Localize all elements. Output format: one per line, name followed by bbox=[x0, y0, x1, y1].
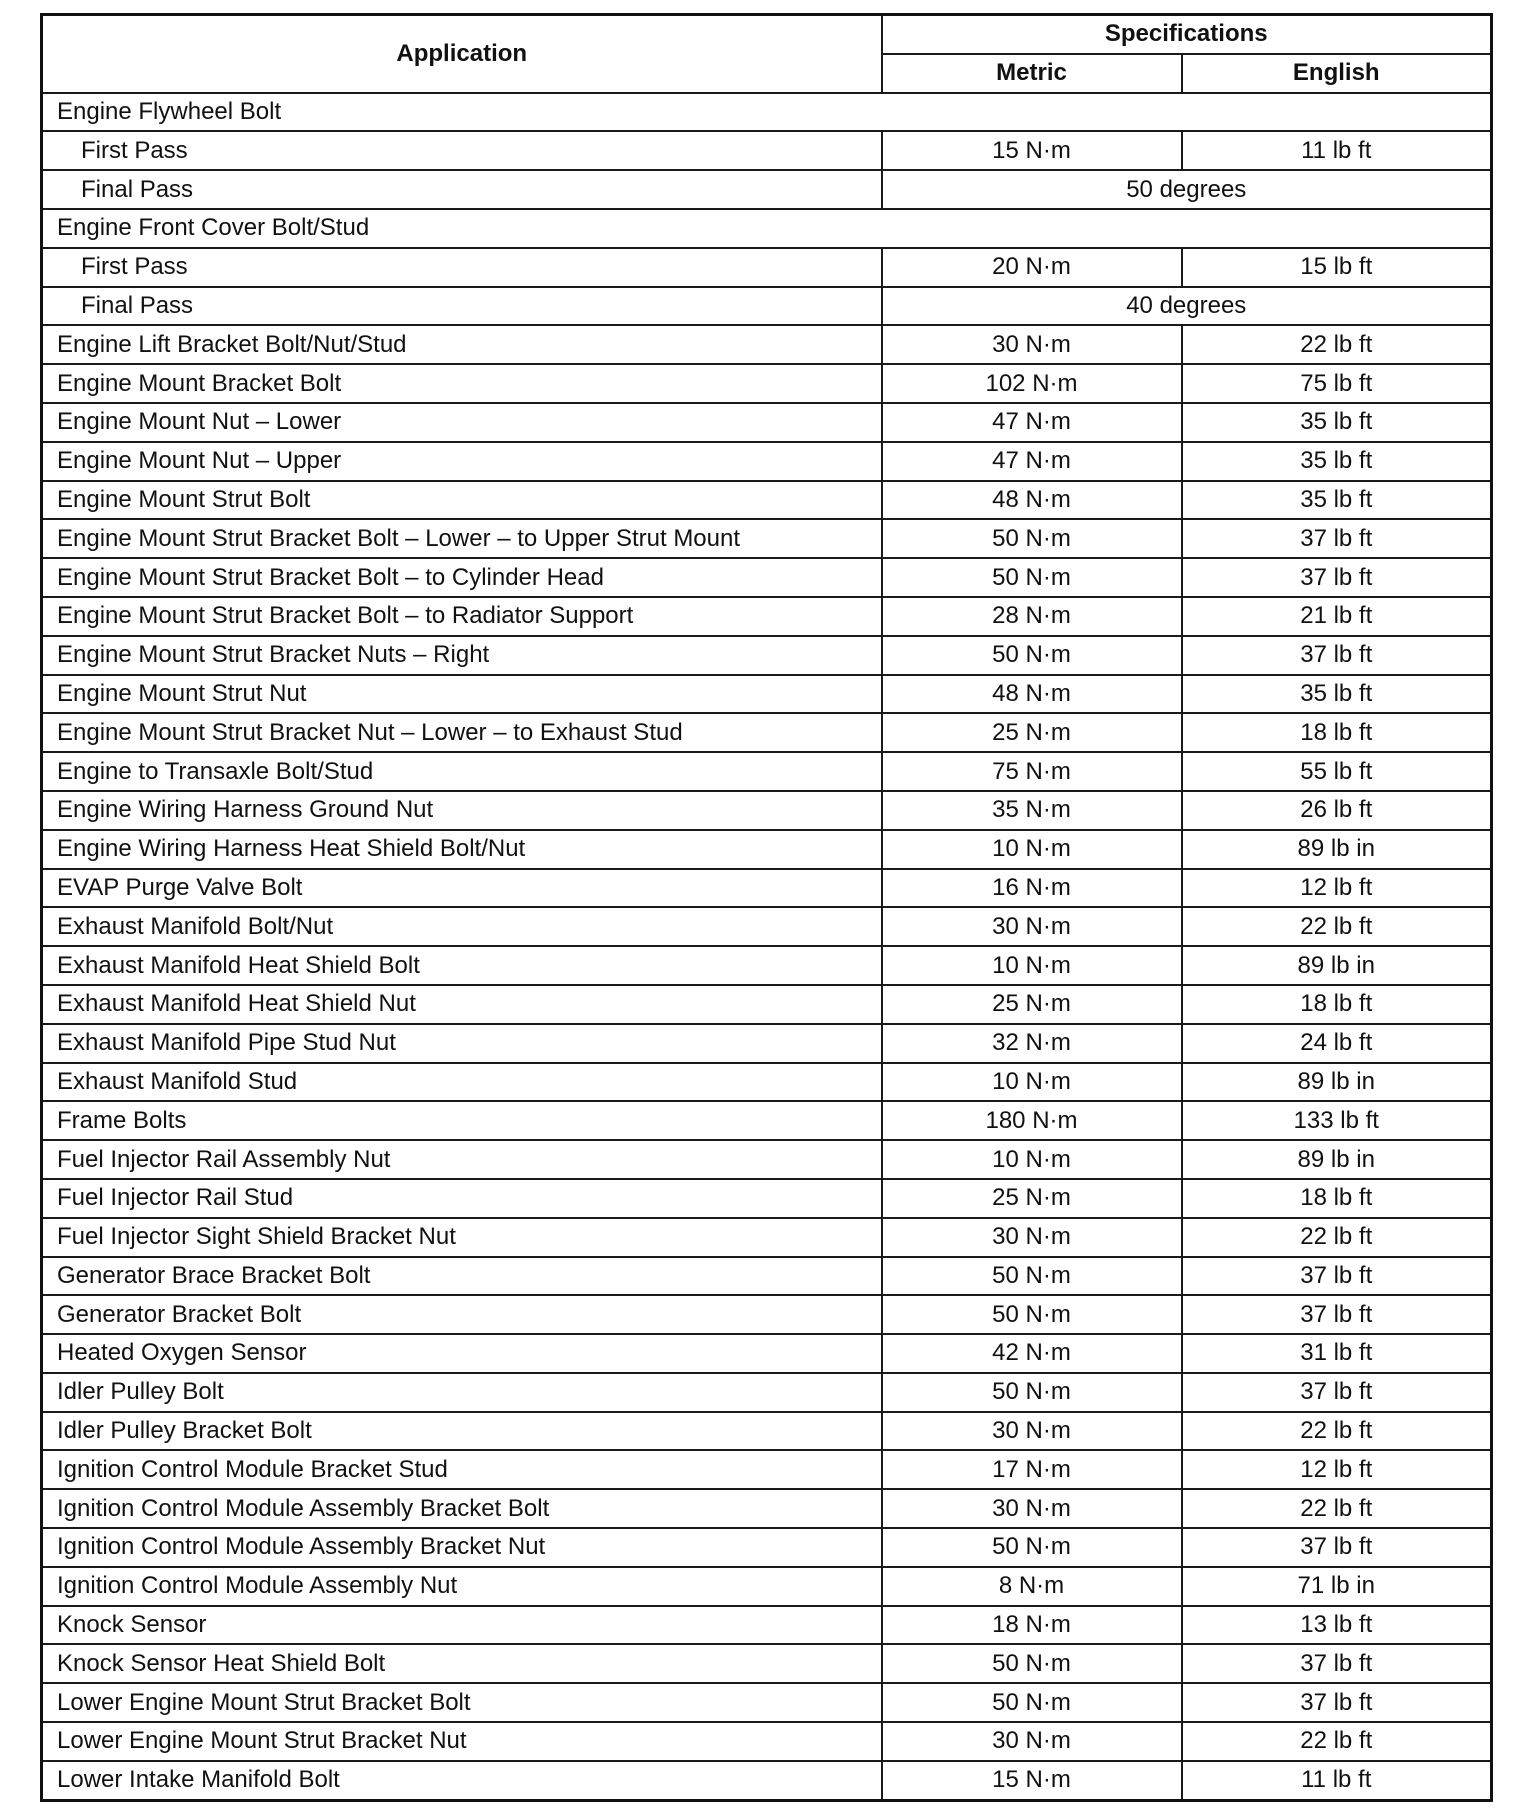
table-row bbox=[42, 597, 1492, 636]
table-row bbox=[42, 1683, 1492, 1722]
torque-spec-table bbox=[40, 13, 1493, 1802]
application-cell: Engine Mount Strut Bracket Nuts – Right bbox=[42, 636, 882, 675]
english-cell: 26 lb ft bbox=[1182, 791, 1492, 830]
application-cell: Idler Pulley Bracket Bolt bbox=[42, 1412, 882, 1451]
application-cell: Engine Mount Strut Bracket Bolt – to Cylinder Head bbox=[42, 558, 882, 597]
english-cell: 37 lb ft bbox=[1182, 558, 1492, 597]
metric-cell: 25 N·m bbox=[882, 1179, 1182, 1218]
english-cell: 18 lb ft bbox=[1182, 985, 1492, 1024]
metric-cell: 48 N·m bbox=[882, 481, 1182, 520]
table-row bbox=[42, 558, 1492, 597]
metric-cell: 50 N·m bbox=[882, 558, 1182, 597]
application-cell: Knock Sensor bbox=[42, 1606, 882, 1645]
table-row bbox=[42, 1761, 1492, 1800]
table-row bbox=[42, 209, 1492, 248]
metric-cell: 50 N·m bbox=[882, 1373, 1182, 1412]
application-cell: Exhaust Manifold Pipe Stud Nut bbox=[42, 1024, 882, 1063]
table-row bbox=[42, 519, 1492, 558]
application-cell: Ignition Control Module Assembly Nut bbox=[42, 1567, 882, 1606]
application-cell: Final Pass bbox=[42, 287, 882, 326]
table-row bbox=[42, 1334, 1492, 1373]
english-cell: 35 lb ft bbox=[1182, 481, 1492, 520]
table-row bbox=[42, 907, 1492, 946]
table-row bbox=[42, 1295, 1492, 1334]
table-body bbox=[42, 93, 1492, 1801]
table-row bbox=[42, 325, 1492, 364]
table-row bbox=[42, 946, 1492, 985]
metric-cell: 30 N·m bbox=[882, 907, 1182, 946]
application-cell: Engine Lift Bracket Bolt/Nut/Stud bbox=[42, 325, 882, 364]
english-cell: 37 lb ft bbox=[1182, 1257, 1492, 1296]
english-cell: 35 lb ft bbox=[1182, 442, 1492, 481]
english-cell: 89 lb in bbox=[1182, 830, 1492, 869]
metric-cell: 75 N·m bbox=[882, 752, 1182, 791]
table-row bbox=[42, 287, 1492, 326]
degrees-cell: 40 degrees bbox=[882, 287, 1492, 326]
application-cell: Ignition Control Module Assembly Bracket Nut bbox=[42, 1528, 882, 1567]
application-cell: Engine Wiring Harness Ground Nut bbox=[42, 791, 882, 830]
application-cell: Lower Engine Mount Strut Bracket Nut bbox=[42, 1722, 882, 1761]
table-header bbox=[42, 15, 1492, 93]
metric-cell: 50 N·m bbox=[882, 1683, 1182, 1722]
degrees-cell: 50 degrees bbox=[882, 170, 1492, 209]
application-cell: Final Pass bbox=[42, 170, 882, 209]
application-header: Application bbox=[42, 15, 882, 93]
specifications-header: Specifications bbox=[882, 15, 1492, 54]
application-cell: Ignition Control Module Assembly Bracket Bolt bbox=[42, 1489, 882, 1528]
table-row bbox=[42, 752, 1492, 791]
table-row bbox=[42, 1101, 1492, 1140]
english-cell: 89 lb in bbox=[1182, 1063, 1492, 1102]
metric-cell: 10 N·m bbox=[882, 830, 1182, 869]
metric-cell: 50 N·m bbox=[882, 1257, 1182, 1296]
metric-cell: 30 N·m bbox=[882, 1722, 1182, 1761]
english-cell: 13 lb ft bbox=[1182, 1606, 1492, 1645]
metric-cell: 50 N·m bbox=[882, 636, 1182, 675]
english-cell: 18 lb ft bbox=[1182, 713, 1492, 752]
metric-cell: 16 N·m bbox=[882, 869, 1182, 908]
application-cell: First Pass bbox=[42, 131, 882, 170]
metric-cell: 28 N·m bbox=[882, 597, 1182, 636]
table-row bbox=[42, 1218, 1492, 1257]
metric-cell: 30 N·m bbox=[882, 325, 1182, 364]
application-cell: Heated Oxygen Sensor bbox=[42, 1334, 882, 1373]
application-cell: Idler Pulley Bolt bbox=[42, 1373, 882, 1412]
table-row bbox=[42, 481, 1492, 520]
table-row bbox=[42, 248, 1492, 287]
metric-cell: 15 N·m bbox=[882, 1761, 1182, 1800]
application-cell: Engine Mount Strut Bracket Nut – Lower – to Exhaust Stud bbox=[42, 713, 882, 752]
metric-cell: 32 N·m bbox=[882, 1024, 1182, 1063]
metric-cell: 30 N·m bbox=[882, 1412, 1182, 1451]
english-cell: 18 lb ft bbox=[1182, 1179, 1492, 1218]
metric-cell: 50 N·m bbox=[882, 1644, 1182, 1683]
table-row bbox=[42, 1450, 1492, 1489]
english-cell: 133 lb ft bbox=[1182, 1101, 1492, 1140]
metric-cell: 30 N·m bbox=[882, 1489, 1182, 1528]
english-cell: 71 lb in bbox=[1182, 1567, 1492, 1606]
metric-cell: 47 N·m bbox=[882, 442, 1182, 481]
application-cell: Engine Mount Strut Bolt bbox=[42, 481, 882, 520]
table-row bbox=[42, 1722, 1492, 1761]
table-row bbox=[42, 636, 1492, 675]
table-row bbox=[42, 170, 1492, 209]
header-row-top bbox=[42, 15, 1492, 54]
application-cell: Fuel Injector Rail Assembly Nut bbox=[42, 1140, 882, 1179]
application-cell: Lower Intake Manifold Bolt bbox=[42, 1761, 882, 1800]
metric-cell: 18 N·m bbox=[882, 1606, 1182, 1645]
english-cell: 37 lb ft bbox=[1182, 1373, 1492, 1412]
english-cell: 55 lb ft bbox=[1182, 752, 1492, 791]
english-cell: 37 lb ft bbox=[1182, 1644, 1492, 1683]
english-cell: 22 lb ft bbox=[1182, 1489, 1492, 1528]
metric-cell: 50 N·m bbox=[882, 519, 1182, 558]
application-cell: Engine Mount Strut Bracket Bolt – to Radiator Support bbox=[42, 597, 882, 636]
metric-cell: 25 N·m bbox=[882, 713, 1182, 752]
application-cell: Generator Bracket Bolt bbox=[42, 1295, 882, 1334]
table-row bbox=[42, 830, 1492, 869]
english-cell: 22 lb ft bbox=[1182, 1722, 1492, 1761]
application-cell: Fuel Injector Sight Shield Bracket Nut bbox=[42, 1218, 882, 1257]
metric-header: Metric bbox=[882, 54, 1182, 93]
application-cell: Ignition Control Module Bracket Stud bbox=[42, 1450, 882, 1489]
english-cell: 31 lb ft bbox=[1182, 1334, 1492, 1373]
table-row bbox=[42, 1567, 1492, 1606]
application-cell: First Pass bbox=[42, 248, 882, 287]
table-row bbox=[42, 1644, 1492, 1683]
metric-cell: 180 N·m bbox=[882, 1101, 1182, 1140]
application-cell: Exhaust Manifold Stud bbox=[42, 1063, 882, 1102]
metric-cell: 42 N·m bbox=[882, 1334, 1182, 1373]
group-application-cell: Engine Front Cover Bolt/Stud bbox=[42, 209, 1492, 248]
english-cell: 37 lb ft bbox=[1182, 1683, 1492, 1722]
english-cell: 89 lb in bbox=[1182, 946, 1492, 985]
table-row bbox=[42, 1373, 1492, 1412]
english-cell: 22 lb ft bbox=[1182, 1412, 1492, 1451]
metric-cell: 10 N·m bbox=[882, 946, 1182, 985]
table-row bbox=[42, 364, 1492, 403]
table-row bbox=[42, 442, 1492, 481]
metric-cell: 10 N·m bbox=[882, 1140, 1182, 1179]
table-row bbox=[42, 1063, 1492, 1102]
english-cell: 11 lb ft bbox=[1182, 1761, 1492, 1800]
english-cell: 35 lb ft bbox=[1182, 675, 1492, 714]
application-cell: Frame Bolts bbox=[42, 1101, 882, 1140]
english-cell: 37 lb ft bbox=[1182, 636, 1492, 675]
application-cell: Engine Mount Strut Nut bbox=[42, 675, 882, 714]
english-cell: 12 lb ft bbox=[1182, 1450, 1492, 1489]
group-application-cell: Engine Flywheel Bolt bbox=[42, 93, 1492, 132]
table-row bbox=[42, 1412, 1492, 1451]
metric-cell: 8 N·m bbox=[882, 1567, 1182, 1606]
table-row bbox=[42, 1024, 1492, 1063]
english-cell: 15 lb ft bbox=[1182, 248, 1492, 287]
table-row bbox=[42, 131, 1492, 170]
application-cell: Engine Mount Nut – Upper bbox=[42, 442, 882, 481]
application-cell: Exhaust Manifold Bolt/Nut bbox=[42, 907, 882, 946]
application-cell: Engine Mount Bracket Bolt bbox=[42, 364, 882, 403]
application-cell: Fuel Injector Rail Stud bbox=[42, 1179, 882, 1218]
metric-cell: 10 N·m bbox=[882, 1063, 1182, 1102]
english-cell: 37 lb ft bbox=[1182, 1528, 1492, 1567]
english-cell: 22 lb ft bbox=[1182, 325, 1492, 364]
english-cell: 22 lb ft bbox=[1182, 1218, 1492, 1257]
application-cell: Exhaust Manifold Heat Shield Bolt bbox=[42, 946, 882, 985]
english-cell: 21 lb ft bbox=[1182, 597, 1492, 636]
application-cell: Generator Brace Bracket Bolt bbox=[42, 1257, 882, 1296]
application-cell: Knock Sensor Heat Shield Bolt bbox=[42, 1644, 882, 1683]
metric-cell: 50 N·m bbox=[882, 1295, 1182, 1334]
table-row bbox=[42, 1140, 1492, 1179]
metric-cell: 30 N·m bbox=[882, 1218, 1182, 1257]
application-cell: Lower Engine Mount Strut Bracket Bolt bbox=[42, 1683, 882, 1722]
metric-cell: 15 N·m bbox=[882, 131, 1182, 170]
metric-cell: 20 N·m bbox=[882, 248, 1182, 287]
table-row bbox=[42, 675, 1492, 714]
metric-cell: 47 N·m bbox=[882, 403, 1182, 442]
application-cell: Engine Wiring Harness Heat Shield Bolt/Nut bbox=[42, 830, 882, 869]
english-cell: 75 lb ft bbox=[1182, 364, 1492, 403]
application-cell: Engine Mount Strut Bracket Bolt – Lower – to Upper Strut Mount bbox=[42, 519, 882, 558]
table-row bbox=[42, 1489, 1492, 1528]
metric-cell: 35 N·m bbox=[882, 791, 1182, 830]
english-cell: 37 lb ft bbox=[1182, 519, 1492, 558]
metric-cell: 17 N·m bbox=[882, 1450, 1182, 1489]
application-cell: Engine to Transaxle Bolt/Stud bbox=[42, 752, 882, 791]
application-cell: Exhaust Manifold Heat Shield Nut bbox=[42, 985, 882, 1024]
table-row bbox=[42, 93, 1492, 132]
english-cell: 35 lb ft bbox=[1182, 403, 1492, 442]
english-cell: 22 lb ft bbox=[1182, 907, 1492, 946]
english-cell: 89 lb in bbox=[1182, 1140, 1492, 1179]
english-cell: 37 lb ft bbox=[1182, 1295, 1492, 1334]
metric-cell: 102 N·m bbox=[882, 364, 1182, 403]
metric-cell: 50 N·m bbox=[882, 1528, 1182, 1567]
english-cell: 11 lb ft bbox=[1182, 131, 1492, 170]
table-row bbox=[42, 713, 1492, 752]
table-row bbox=[42, 791, 1492, 830]
metric-cell: 25 N·m bbox=[882, 985, 1182, 1024]
table-row bbox=[42, 1179, 1492, 1218]
table-row bbox=[42, 1528, 1492, 1567]
english-cell: 12 lb ft bbox=[1182, 869, 1492, 908]
table-row bbox=[42, 403, 1492, 442]
english-header: English bbox=[1182, 54, 1492, 93]
metric-cell: 48 N·m bbox=[882, 675, 1182, 714]
table-row bbox=[42, 1606, 1492, 1645]
application-cell: Engine Mount Nut – Lower bbox=[42, 403, 882, 442]
table-row bbox=[42, 1257, 1492, 1296]
application-cell: EVAP Purge Valve Bolt bbox=[42, 869, 882, 908]
table-row bbox=[42, 869, 1492, 908]
table-row bbox=[42, 985, 1492, 1024]
english-cell: 24 lb ft bbox=[1182, 1024, 1492, 1063]
